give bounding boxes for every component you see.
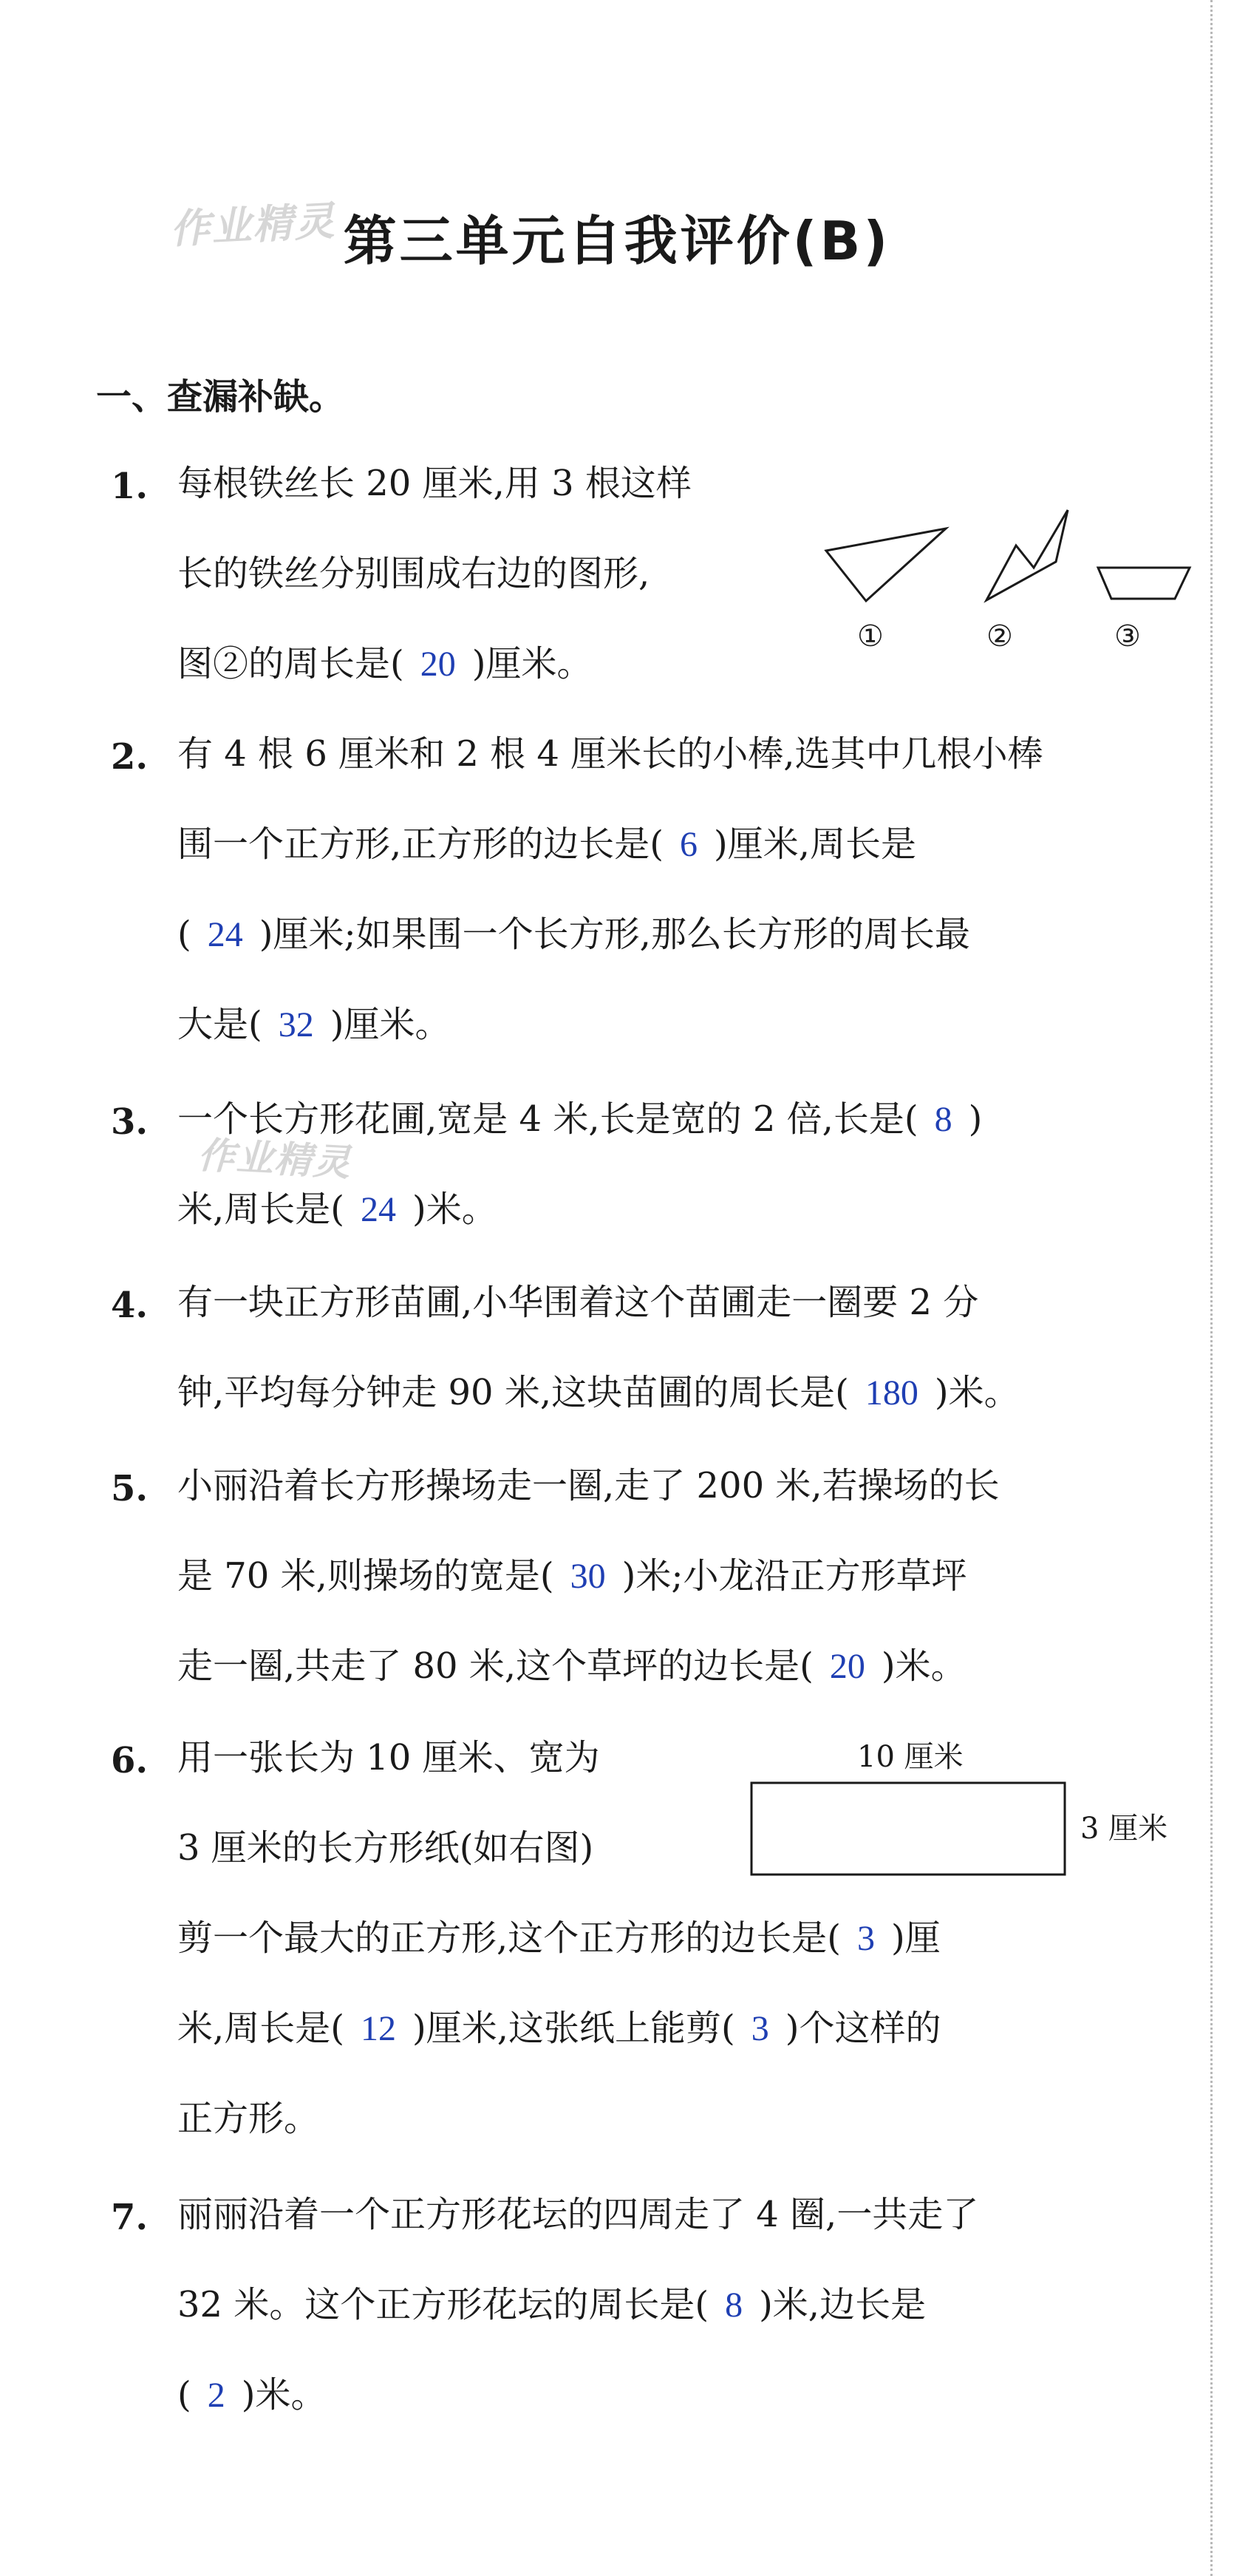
question-line [177,1644,967,1689]
text-segment: 每根铁丝长 20 厘米,用 3 根这样 [177,463,692,504]
text-segment: 大是( [177,1004,262,1045]
answer-value: 3 [751,2009,769,2048]
question-number: 7. [111,2197,149,2238]
question-line [177,2373,326,2418]
question-line [177,551,650,596]
text-segment: 图②的周长是( [177,643,404,684]
text-segment: 小丽沿着长方形操场走一圈,走了 200 米,若操场的长 [177,1465,1000,1506]
text-segment: 有 4 根 6 厘米和 2 根 4 厘米长的小棒,选其中几根小棒 [177,733,1043,775]
question-number: 2. [111,736,149,778]
question-line [177,732,1043,776]
figure-3-trapezoid [1094,563,1197,608]
answer-value: 20 [829,1647,865,1686]
section-heading: 一、查漏补缺。 [96,376,345,418]
figure-2-bolt [979,503,1075,614]
question-line [177,1916,941,1961]
text-segment: )厘米。 [330,1004,451,1045]
figure-1-kite [820,521,953,610]
text-segment: 米,周长是( [177,1189,344,1230]
question-number: 1. [111,466,149,507]
text-segment: 3 厘米的长方形纸(如右图) [177,1827,594,1869]
text-segment: )米。 [881,1645,967,1687]
question-line [177,822,916,867]
text-segment: )厘米;如果围一个长方形,那么长方形的周长最 [259,914,970,955]
text-segment: 钟,平均每分钟走 90 米,这块苗圃的周长是( [177,1372,849,1413]
text-segment: )个这样的 [785,2008,941,2049]
question-number: 6. [111,1740,149,1781]
watermark: 作业精灵 [197,1133,353,1185]
figure-rectangle [750,1781,1068,1877]
page-title: 第三单元自我评价(B) [343,210,891,272]
text-segment: 丽丽沿着一个正方形花坛的四周走了 4 圈,一共走了 [177,2194,979,2235]
question-line [177,2192,978,2237]
text-segment: 有一块正方形苗圃,小华围着这个苗圃走一圈要 2 分 [177,1282,979,1323]
answer-value: 8 [934,1100,952,1139]
text-segment: 剪一个最大的正方形,这个正方形的边长是( [177,1917,841,1959]
question-line [177,1554,967,1599]
figure-label-1: ① [857,619,884,653]
text-segment: )米;小龙沿正方形草坪 [621,1555,967,1597]
text-segment: )米,边长是 [759,2284,927,2325]
question-line [177,2096,319,2141]
question-line [177,1826,593,1870]
text-segment: ( [177,914,191,955]
text-segment: )厘 [891,1917,941,1959]
figure-label-3: ③ [1114,619,1141,653]
text-segment: 是 70 米,则操场的宽是( [177,1555,554,1597]
answer-value: 32 [278,1005,314,1044]
answer-value: 180 [865,1373,918,1413]
text-segment: ) [968,1098,983,1140]
text-segment: )米。 [412,1189,497,1230]
question-number: 4. [111,1285,149,1326]
text-segment: )米。 [934,1372,1020,1413]
text-segment: 正方形。 [177,2098,320,2139]
answer-value: 30 [570,1557,606,1596]
answer-value: 24 [207,915,243,954]
text-segment: )厘米,周长是 [714,823,916,865]
question-line [177,1187,497,1232]
text-segment: 围一个正方形,正方形的边长是( [177,823,664,865]
question-line [177,2283,926,2328]
text-segment: )米。 [241,2374,327,2416]
question-line [177,1464,1000,1508]
text-segment: )厘米,这张纸上能剪( [412,2008,735,2049]
figure-label-2: ② [986,619,1013,653]
watermark: 作业精灵 [168,197,337,253]
question-line [177,1280,978,1325]
text-segment: 用一张长为 10 厘米、宽为 [177,1737,600,1778]
question-line [177,461,692,506]
question-line [177,1370,1020,1416]
text-segment: 米,周长是( [177,2008,344,2049]
question-line [177,912,970,957]
dotted-margin [1210,0,1213,2576]
answer-value: 2 [207,2376,225,2415]
answer-value: 20 [420,645,456,684]
text-segment: 长的铁丝分别围成右边的图形, [177,553,650,594]
question-line [177,1097,982,1142]
text-segment: 32 米。这个正方形花坛的周长是( [177,2284,709,2325]
answer-value: 8 [725,2286,743,2325]
text-segment: ( [177,2374,191,2416]
rect-width-label: 10 厘米 [857,1740,964,1774]
question-number: 3. [111,1101,149,1143]
question-line [177,1736,600,1780]
answer-value: 12 [361,2009,396,2048]
text-segment: )厘米。 [471,643,593,684]
answer-value: 3 [857,1919,875,1958]
question-number: 5. [111,1468,149,1509]
question-line [177,1002,450,1047]
rect-height-label: 3 厘米 [1080,1812,1168,1846]
text-segment: 走一圈,共走了 80 米,这个草坪的边长是( [177,1645,814,1687]
text-segment: 一个长方形花圃,宽是 4 米,长是宽的 2 倍,长是( [177,1098,918,1140]
answer-value: 6 [680,825,698,864]
question-line [177,2006,941,2051]
question-line [177,642,592,687]
answer-value: 24 [361,1190,396,1229]
